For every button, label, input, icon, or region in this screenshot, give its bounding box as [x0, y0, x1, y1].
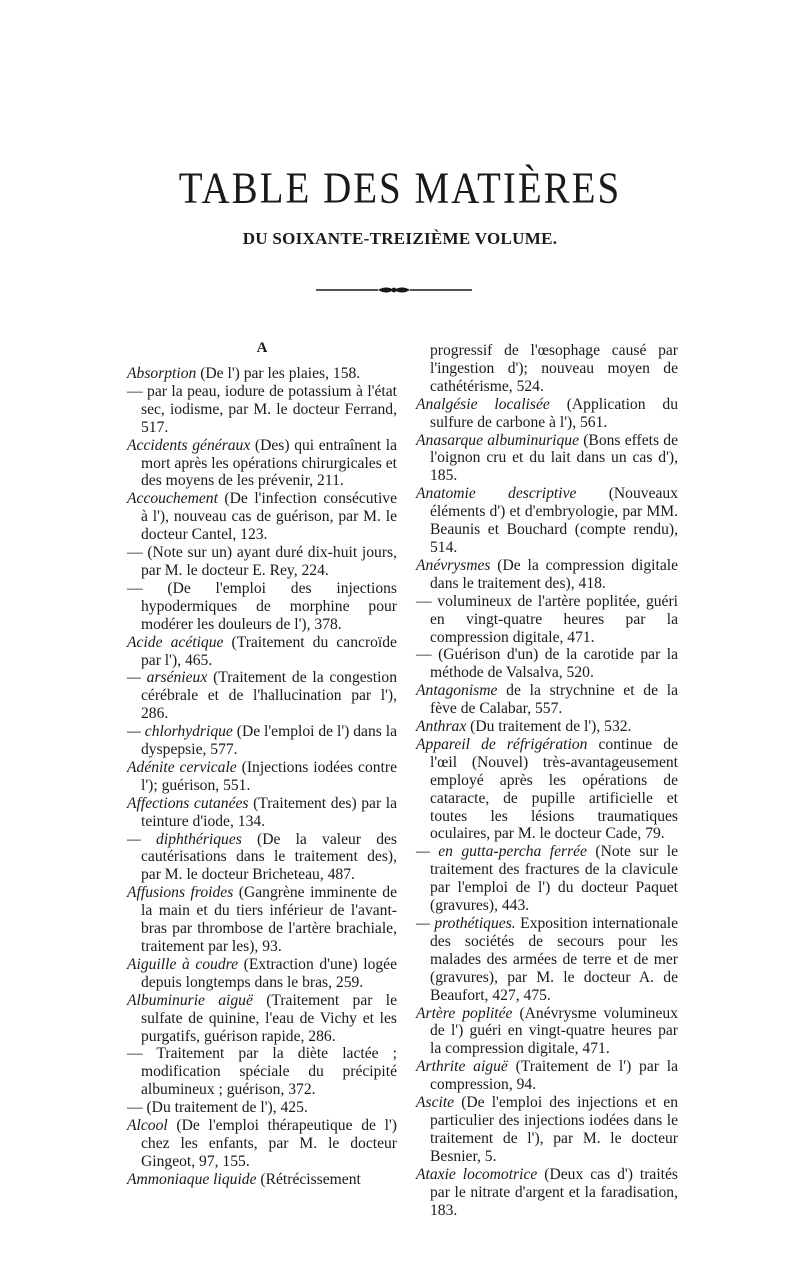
entry-text: (Note sur le traitement des fractures de la clavicule par l'emploi de l') du docteur Paquet (gravures), 443. [430, 843, 678, 915]
entry-term: — diphthériques [127, 830, 242, 848]
index-entry [416, 1094, 678, 1166]
entry-text: (Traitement de la congestion cérébrale et de l'hallucination par l'), 286. [141, 669, 397, 723]
entry-text: (Traitement des) par la teinture d'iode, 134. [141, 794, 397, 830]
index-entry [127, 1171, 397, 1189]
entry-text: Exposition internationale des sociétés de secours pour les malades des armées de terre et de mer (gravures), par M. le docteur A. de Beaufort, 427, 475. [430, 915, 679, 1004]
entry-text: — volumineux de l'artère poplitée, guéri en vingt-quatre heures par la compression digitale, 471. [416, 592, 678, 646]
index-entry [416, 1058, 678, 1094]
entry-term: Analgésie localisée [416, 395, 550, 413]
entry-text: (Bons effets de l'oignon cru et du lait dans un cas d'), 185. [430, 431, 678, 485]
index-entry [416, 593, 678, 647]
entry-text: (Application du sulfure de carbone à l'), 561. [430, 395, 678, 431]
index-entry [416, 682, 678, 718]
entry-text: continue de l'œil (Nouvel) très-avantageusement employé après les opérations de cataracte, de pupille artificielle et toutes les lésions traumatiques oculaires, par M. le docteur Cade, 79. [430, 735, 678, 843]
entry-text: — Traitement par la diète lactée ; modification spéciale du précipité albumineux ; guérison, 372. [127, 1045, 397, 1099]
entry-text: (Traitement du cancroïde par l'), 465. [141, 633, 397, 669]
entry-text: — (Du traitement de l'), 425. [127, 1099, 308, 1117]
entry-text: — (De l'emploi des injections hypodermiques de morphine pour modérer les douleurs de l'), 378. [127, 579, 397, 633]
entry-term: Affusions froides [127, 884, 234, 902]
entry-text: (Du traitement de l'), 532. [466, 718, 632, 736]
page-subtitle: DU SOIXANTE-TREIZIÈME VOLUME. [242, 229, 558, 248]
entry-text: (Traitement de l') par la compression, 94. [430, 1058, 678, 1094]
index-entry [127, 795, 397, 831]
index-entry [127, 1045, 397, 1099]
ornament-divider [316, 284, 472, 296]
entry-term: Anthrax [416, 718, 467, 736]
entry-term: Accouchement [127, 490, 218, 508]
entry-term: Albuminurie aiguë [127, 991, 253, 1009]
entry-text: (Des) qui entraînent la mort après les opérations chirurgicales et des moyens de les prévenir, 211. [141, 436, 397, 490]
index-entry [127, 723, 397, 759]
index-entry [127, 1099, 397, 1117]
index-entry [416, 1005, 678, 1059]
entry-term: Anasarque albuminurique [416, 431, 580, 449]
entry-text: (Anévrysme volumineux de l') guéri en vingt-quatre heures par la compression digitale, 471. [430, 1004, 678, 1058]
entry-term: Appareil de réfrigération [416, 735, 588, 753]
entry-term: — en gutta-percha ferrée [416, 843, 587, 861]
index-entry [127, 1117, 397, 1171]
index-entry [416, 557, 678, 593]
entry-text: (Deux cas d') traités par le nitrate d'argent et la faradisation, 183. [430, 1165, 678, 1219]
entry-term: Anatomie descriptive [416, 485, 577, 503]
entry-text: de la strychnine et de la fève de Calabar, 557. [430, 682, 678, 718]
entry-term: Affections cutanées [127, 794, 249, 812]
index-entry [127, 365, 397, 383]
entry-text: (De la compression digitale dans le traitement des), 418. [430, 556, 678, 592]
index-entry [127, 992, 397, 1046]
section-letter: A [256, 340, 268, 356]
index-entry [127, 831, 397, 885]
entry-text: (Nouveaux éléments d') et d'embryologie, par MM. Beaunis et Bouchard (compte rendu), 514. [430, 485, 678, 556]
entry-text: (De la valeur des cautérisations dans le traitement des), par M. le docteur Bricheteau, 487. [141, 830, 397, 884]
entry-text: (De l'emploi thérapeutique de l') chez les enfants, par M. le docteur Gingeot, 97, 155. [141, 1117, 397, 1170]
entry-text: (De l') par les plaies, 158. [196, 365, 361, 382]
index-entry [416, 342, 678, 396]
index-entry [416, 432, 678, 486]
index-entry [416, 485, 678, 557]
left-column [127, 340, 397, 1189]
index-entry [127, 437, 397, 491]
index-entry [416, 843, 678, 915]
entry-text: — (Note sur un) ayant duré dix-huit jours, par M. le docteur E. Rey, 224. [127, 544, 397, 579]
index-entry [416, 1166, 678, 1220]
entry-term: — chlorhydrique [127, 723, 233, 741]
entry-text: (De l'emploi des injections et en particulier des injections iodées dans le traitement de l'), par M. le docteur Besnier, 5. [430, 1094, 678, 1165]
entry-term: Adénite cervicale [127, 758, 237, 776]
index-entry [416, 396, 678, 432]
entry-term: Ascite [416, 1094, 455, 1112]
entry-text: (Injections iodées contre l'); guérison, 551. [141, 758, 397, 794]
index-entry [416, 646, 678, 682]
entry-text: (Gangrène imminente de la main et du tiers inférieur de l'avant-bras par thrombose de l'artère brachiale, traitement par les), 93. [141, 884, 397, 955]
entry-term: Absorption [127, 365, 197, 382]
entry-term: — arsénieux [127, 669, 208, 687]
index-entry [127, 884, 397, 956]
entry-text: progressif de l'œsophage causé par l'ingestion d'); nouveau moyen de cathétérisme, 524. [430, 342, 678, 395]
index-entry [416, 915, 678, 1005]
entry-text: (De l'emploi de l') dans la dyspepsie, 577. [141, 723, 397, 759]
index-entry [127, 634, 397, 670]
entry-term: Ataxie locomotrice [416, 1165, 538, 1183]
index-entry [127, 580, 397, 634]
entry-text: (Rétrécissement [256, 1170, 361, 1188]
entry-term: Accidents généraux [127, 436, 251, 454]
entry-term: Arthrite aiguë [416, 1058, 508, 1076]
index-entry [127, 383, 397, 437]
entry-term: Alcool [127, 1117, 168, 1135]
entry-term: Aiguille à coudre [127, 955, 239, 973]
right-column [416, 342, 678, 1219]
entry-text: — (Guérison d'un) de la carotide par la méthode de Valsalva, 520. [416, 646, 678, 682]
entry-term: — prothétiques. [416, 915, 516, 932]
page-title: TABLE DES MATIÈRES [178, 163, 622, 213]
entry-text: (De l'infection consécutive à l'), nouveau cas de guérison, par M. le docteur Cantel, 123. [141, 490, 397, 544]
index-entry [416, 718, 678, 736]
entry-text: (Traitement par le sulfate de quinine, l'eau de Vichy et les purgatifs, guérison rapide, 286. [141, 991, 397, 1045]
index-entry [127, 490, 397, 544]
entry-term: Ammoniaque liquide [127, 1170, 257, 1188]
index-entry [416, 736, 678, 843]
entry-text: — par la peau, iodure de potassium à l'état sec, iodisme, par M. le docteur Ferrand, 517. [127, 382, 397, 436]
entry-term: Acide acétique [127, 633, 224, 651]
entry-term: Artère poplitée [416, 1004, 513, 1022]
index-entry [127, 669, 397, 723]
index-entry [127, 759, 397, 795]
index-entry [127, 544, 397, 580]
entry-term: Antagonisme [416, 682, 498, 700]
entry-term: Anévrysmes [416, 556, 491, 574]
entry-text: (Extraction d'une) logée depuis longtemps dans le bras, 259. [141, 955, 398, 991]
index-entry [127, 956, 397, 992]
